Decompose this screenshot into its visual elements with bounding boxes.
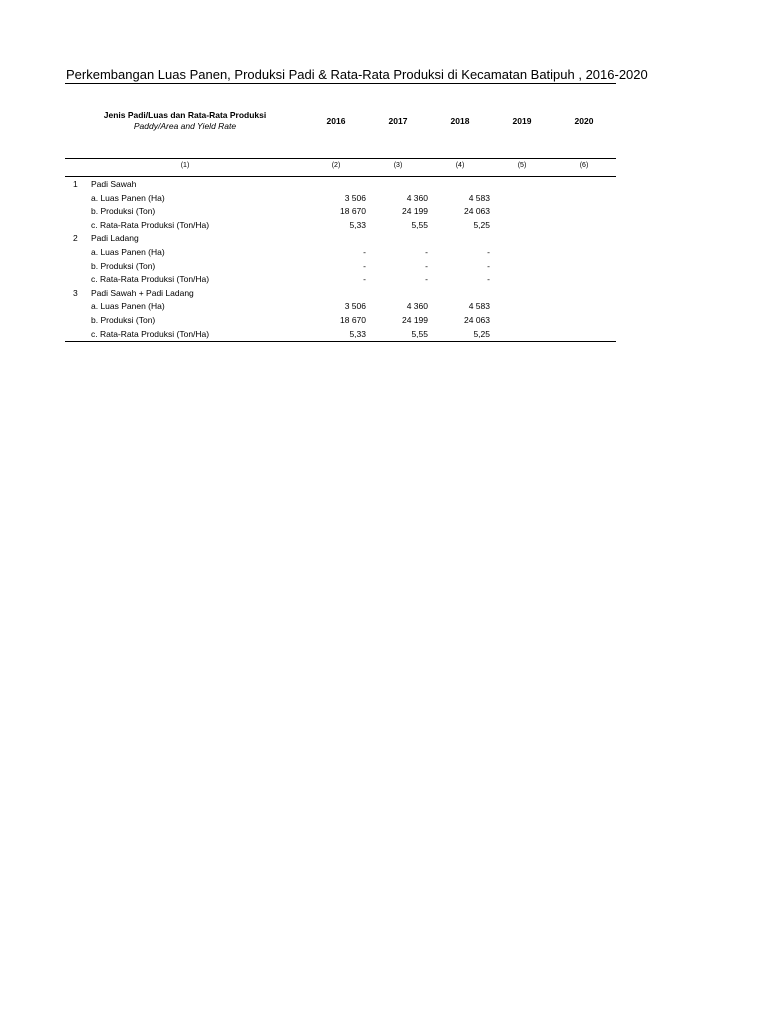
year-header-2019: 2019 — [512, 116, 532, 126]
cell-2018: 4 583 — [468, 301, 490, 312]
table-row — [65, 260, 616, 274]
cell-2016: - — [363, 246, 366, 257]
cell-2018: 5,25 — [473, 328, 490, 339]
cell-2018: - — [487, 246, 490, 257]
table-row — [65, 300, 616, 314]
table-header — [65, 110, 616, 140]
row-number: 3 — [73, 287, 78, 298]
row-label: a. Luas Panen (Ha) — [91, 246, 165, 257]
row-label-header-main: Jenis Padi/Luas dan Rata-Rata Produksi — [103, 110, 267, 120]
row-label: c. Rata-Rata Produksi (Ton/Ha) — [91, 219, 210, 230]
cell-2016: - — [363, 274, 366, 285]
row-label: a. Luas Panen (Ha) — [91, 192, 165, 203]
table-body — [65, 178, 616, 341]
table-row — [65, 219, 616, 233]
cell-2017: 24 199 — [402, 206, 428, 217]
row-label: c. Rata-Rata Produksi (Ton/Ha) — [91, 274, 210, 285]
cell-2017: - — [425, 274, 428, 285]
row-label: a. Luas Panen (Ha) — [91, 301, 165, 312]
column-number-row — [65, 162, 616, 174]
table-row — [65, 192, 616, 206]
cell-2016: 3 506 — [344, 192, 366, 203]
row-label: c. Rata-Rata Produksi (Ton/Ha) — [91, 328, 210, 339]
cell-2016: 18 670 — [340, 314, 366, 325]
row-label: Padi Ladang — [91, 233, 139, 244]
table-row — [65, 287, 616, 301]
cell-2017: 4 360 — [406, 192, 428, 203]
table-row — [65, 273, 616, 287]
cell-2018: - — [487, 260, 490, 271]
year-header-2018: 2018 — [450, 116, 470, 126]
year-header-2016: 2016 — [326, 116, 346, 126]
row-label: Padi Sawah — [91, 179, 137, 189]
row-number: 2 — [73, 233, 78, 244]
year-header-2020: 2020 — [574, 116, 594, 126]
row-label: b. Produksi (Ton) — [91, 206, 156, 217]
page-title: Perkembangan Luas Panen, Produksi Padi & Rata-Rata Produksi di Kecamatan Batipuh , 2016-2020 — [66, 67, 648, 82]
table-row — [65, 328, 616, 342]
cell-2017: 24 199 — [402, 314, 428, 325]
column-number: (6) — [579, 162, 589, 169]
table-row — [65, 178, 616, 192]
column-number: (2) — [331, 162, 341, 169]
title-underline — [65, 83, 616, 84]
table-row — [65, 314, 616, 328]
cell-2016: - — [363, 260, 366, 271]
cell-2017: 5,55 — [411, 219, 428, 230]
cell-2016: 5,33 — [349, 219, 366, 230]
column-number: (5) — [517, 162, 527, 169]
cell-2017: - — [425, 260, 428, 271]
table-row — [65, 232, 616, 246]
row-label: b. Produksi (Ton) — [91, 314, 156, 325]
cell-2018: 24 063 — [464, 206, 490, 217]
row-number: 1 — [73, 179, 78, 189]
row-label-header — [85, 110, 285, 131]
cell-2016: 18 670 — [340, 206, 366, 217]
header-divider — [65, 158, 616, 159]
cell-2017: 4 360 — [406, 301, 428, 312]
cell-2016: 3 506 — [344, 301, 366, 312]
table-row — [65, 246, 616, 260]
cell-2018: 24 063 — [464, 314, 490, 325]
cell-2018: 4 583 — [468, 192, 490, 203]
column-number-divider — [65, 176, 616, 177]
cell-2016: 5,33 — [349, 328, 366, 339]
column-number: (3) — [393, 162, 403, 169]
row-label: Padi Sawah + Padi Ladang — [91, 287, 194, 298]
row-label: b. Produksi (Ton) — [91, 260, 156, 271]
year-header-2017: 2017 — [388, 116, 408, 126]
column-number: (4) — [455, 162, 465, 169]
cell-2018: - — [487, 274, 490, 285]
column-number: (1) — [180, 162, 190, 169]
cell-2017: 5,55 — [411, 328, 428, 339]
table-row — [65, 205, 616, 219]
cell-2017: - — [425, 246, 428, 257]
cell-2018: 5,25 — [473, 219, 490, 230]
table-bottom-rule — [65, 341, 616, 342]
row-label-header-sub: Paddy/Area and Yield Rate — [133, 121, 237, 131]
